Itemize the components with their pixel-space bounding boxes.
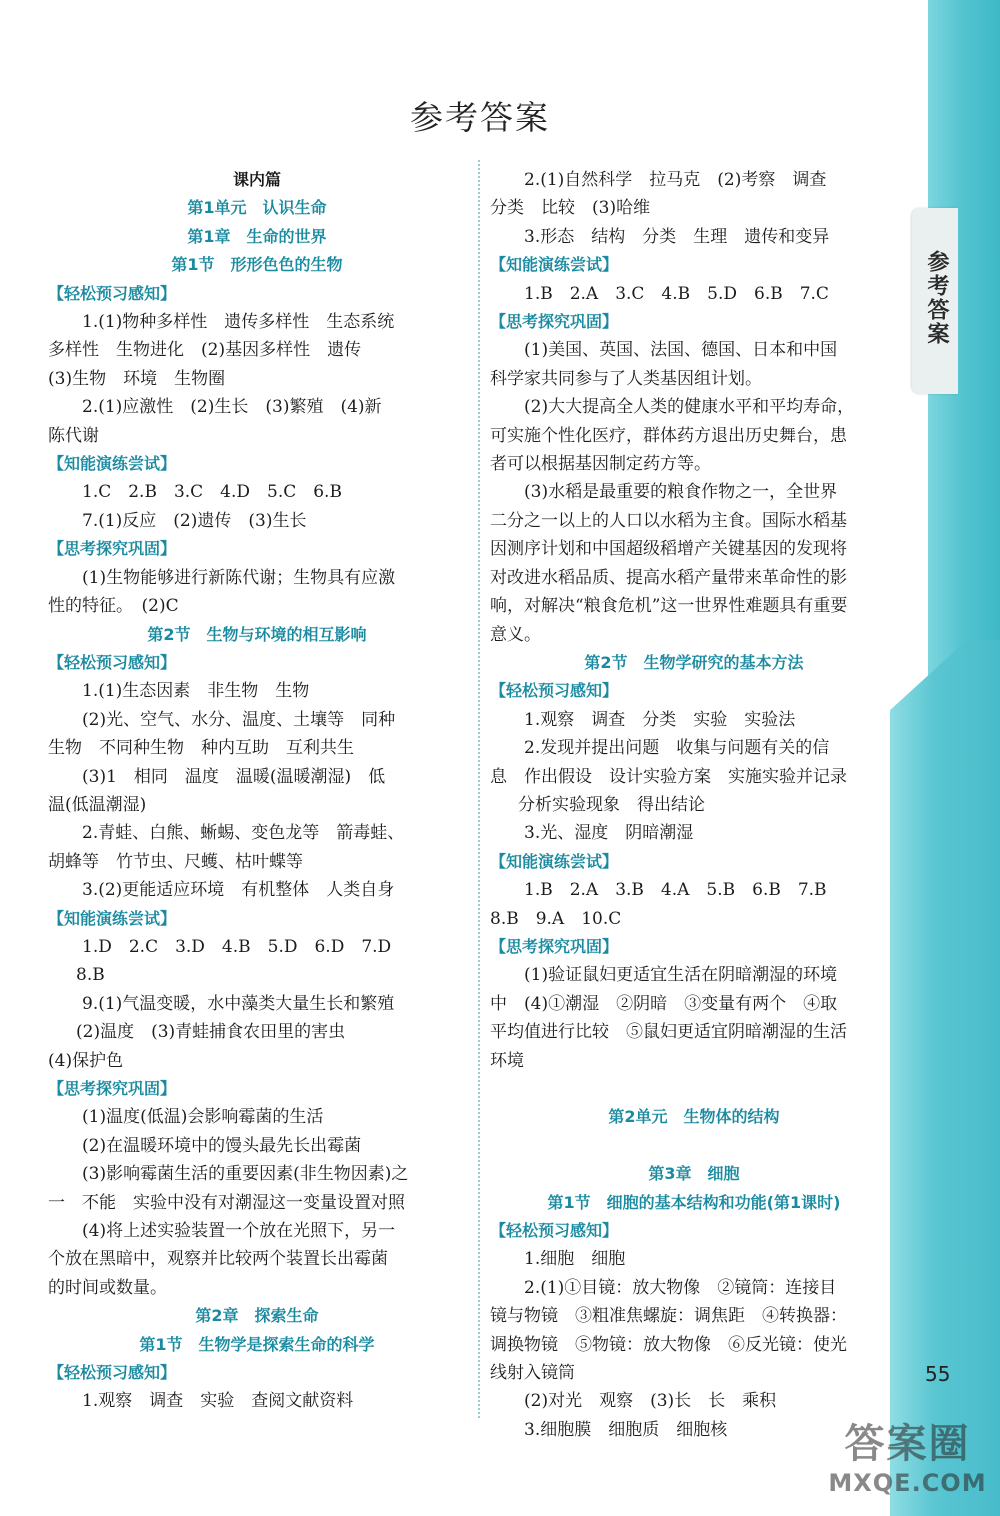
answer-line: (2)在温暖环境中的馒头最先长出霉菌 — [82, 1135, 362, 1156]
section-heading: 第2节 生物与环境的相互影响 — [147, 624, 367, 644]
answer-line: (2)温度 (3)青蛙捕食农田里的害虫 — [76, 1022, 346, 1043]
right-column — [490, 166, 898, 1444]
answer-line: 生物 不同种生物 种内互助 互利共生 — [48, 738, 354, 759]
answer-line: 线射入镜筒 — [490, 1363, 575, 1384]
answer-line: 3.光、湿度 阴暗潮湿 — [524, 823, 694, 844]
answer-line: (2)对光 观察 (3)长 长 乘积 — [524, 1391, 777, 1412]
watermark-text: 答案圈 — [844, 1421, 971, 1467]
side-tab-label: 参考答案 — [924, 250, 949, 346]
section-heading: 第1节 细胞的基本结构和功能(第1课时) — [547, 1192, 841, 1212]
answer-line: 温(低温潮湿) — [48, 794, 147, 815]
answer-line: (2)大大提高全人类的健康水平和平均寿命， — [524, 397, 855, 418]
watermark-logo — [820, 1412, 995, 1497]
answer-line: 1.(1)生态因素 非生物 生物 — [82, 681, 310, 702]
answer-line: 3.(2)更能适应环境 有机整体 人类自身 — [82, 880, 395, 901]
answer-line: (4)保护色 — [48, 1050, 124, 1071]
page-title: 参考答案 — [410, 98, 550, 137]
answer-line: 1.D 2.C 3.D 4.B 5.D 6.D 7.D — [82, 936, 392, 957]
answer-line: 一 不能 实验中没有对潮湿这一变量设置对照 — [48, 1192, 405, 1213]
answer-line: 1.观察 调查 分类 实验 实验法 — [524, 709, 796, 730]
answer-line: 的时间或数量。 — [48, 1277, 167, 1298]
answer-line: 陈代谢 — [48, 425, 99, 446]
answer-line: 响，对解决“粮食危机”这一世界性难题具有重要 — [490, 596, 848, 617]
section-tag: 【知能演练尝试】 — [48, 908, 177, 928]
answer-line: 1.观察 调查 实验 查阅文献资料 — [82, 1391, 354, 1412]
section-tag: 【知能演练尝试】 — [490, 851, 619, 871]
answer-line: 1.B 2.A 3.C 4.B 5.D 6.B 7.C — [524, 283, 829, 304]
spacer — [490, 1075, 898, 1103]
answer-line: 者可以根据基因制定药方等。 — [490, 454, 711, 475]
answer-line: 1.(1)物种多样性 遗传多样性 生态系统 — [82, 312, 395, 333]
section-tag: 【思考探究巩固】 — [490, 936, 619, 956]
answer-line: (1)生物能够进行新陈代谢；生物具有应激 — [82, 567, 396, 588]
answer-line: 2.青蛙、白熊、蜥蜴、变色龙等 箭毒蛙、 — [82, 823, 405, 844]
watermark-url: MXQE.COM — [828, 1469, 987, 1497]
spacer — [490, 1132, 898, 1160]
answer-line: 分类 比较 (3)哈维 — [490, 198, 651, 219]
section-heading: 第2章 探索生命 — [195, 1306, 319, 1326]
answer-line: 2.(1)应激性 (2)生长 (3)繁殖 (4)新 — [82, 397, 382, 418]
section-heading: 第1节 形形色色的生物 — [171, 255, 343, 275]
answer-line: (4)将上述实验装置一个放在光照下，另一 — [82, 1221, 396, 1242]
answer-line: 可实施个性化医疗，群体药方退出历史舞台，患 — [490, 425, 847, 446]
answer-line: (1)温度(低温)会影响霉菌的生活 — [82, 1107, 324, 1128]
section-tag: 【思考探究巩固】 — [490, 312, 619, 332]
section-tag: 【轻松预习感知】 — [48, 283, 177, 303]
answer-line: 分析实验现象 得出结论 — [518, 794, 705, 815]
answer-line: (3)1 相同 温度 温暖(温暖潮湿) 低 — [82, 766, 386, 787]
answer-line: 3.形态 结构 分类 生理 遗传和变异 — [524, 226, 830, 247]
section-tag: 【思考探究巩固】 — [48, 539, 177, 559]
answer-line: (1)验证鼠妇更适宜生活在阴暗潮湿的环境 — [524, 965, 838, 986]
section-tag: 【轻松预习感知】 — [490, 1221, 619, 1241]
section-tag: 【知能演练尝试】 — [48, 454, 177, 474]
answer-line: 科学家共同参与了人类基因组计划。 — [490, 368, 762, 389]
answer-line: 8.B — [76, 965, 105, 986]
section-heading: 第1节 生物学是探索生命的科学 — [139, 1334, 375, 1354]
answer-line: 二分之一以上的人口以水稻为主食。国际水稻基 — [490, 510, 847, 531]
answer-line: 中 (4)①潮湿 ②阴暗 ③变量有两个 ④取 — [490, 993, 838, 1014]
answer-line: (3)影响霉菌生活的重要因素(非生物因素)之 — [82, 1164, 409, 1185]
section-tag: 【轻松预习感知】 — [48, 1363, 177, 1383]
answer-line: 9.(1)气温变暖，水中藻类大量生长和繁殖 — [82, 993, 395, 1014]
answer-line: 对改进水稻品质、提高水稻产量带来革命性的影 — [490, 567, 847, 588]
answer-line: (3)生物 环境 生物圈 — [48, 368, 226, 389]
section-tag: 【知能演练尝试】 — [490, 255, 619, 275]
section-heading: 课内篇 — [232, 170, 281, 189]
answer-line: 意义。 — [490, 624, 541, 645]
answer-line: (2)光、空气、水分、温度、土壤等 同种 — [82, 709, 396, 730]
answer-line: 因测序计划和中国超级稻增产关键基因的发现将 — [490, 539, 847, 560]
answer-line: 2.(1)自然科学 拉马克 (2)考察 调查 — [524, 170, 827, 190]
left-column — [48, 166, 466, 1416]
answer-line: 环境 — [490, 1050, 524, 1071]
section-tag: 【轻松预习感知】 — [48, 652, 177, 672]
section-tag: 【思考探究巩固】 — [48, 1079, 177, 1098]
answer-line: 1.细胞 细胞 — [524, 1249, 626, 1270]
answer-line: 平均值进行比较 ⑤鼠妇更适宜阴暗潮湿的生活 — [490, 1022, 847, 1043]
answer-line: 1.C 2.B 3.C 4.D 5.C 6.B — [82, 482, 342, 503]
section-heading: 第2节 生物学研究的基本方法 — [584, 652, 804, 672]
section-heading: 第1章 生命的世界 — [187, 226, 327, 246]
answer-line: 镜与物镜 ③粗准焦螺旋：调焦距 ④转换器： — [490, 1306, 847, 1327]
answer-line: 7.(1)反应 (2)遗传 (3)生长 — [82, 510, 307, 531]
section-tag: 【轻松预习感知】 — [490, 681, 619, 701]
answer-line: 2.(1)①目镜：放大物像 ②镜筒：连接目 — [524, 1277, 837, 1298]
answer-line: 8.B 9.A 10.C — [490, 908, 622, 929]
answer-line: 性的特征。 (2)C — [48, 596, 179, 617]
section-heading: 第1单元 认识生命 — [187, 198, 327, 218]
answer-line: (1)美国、英国、法国、德国、日本和中国 — [524, 340, 838, 361]
answer-line: 多样性 生物进化 (2)基因多样性 遗传 — [48, 340, 362, 361]
answer-line: 调换物镜 ⑤物镜：放大物像 ⑥反光镜：使光 — [490, 1334, 847, 1355]
answer-line: 个放在黑暗中，观察并比较两个装置长出霉菌 — [48, 1249, 388, 1270]
answer-line: 胡蜂等 竹节虫、尺蠖、枯叶蝶等 — [48, 851, 303, 872]
page-number: 55 — [925, 1362, 951, 1386]
answer-line: 3.细胞膜 细胞质 细胞核 — [524, 1419, 728, 1440]
answer-line: 1.B 2.A 3.B 4.A 5.B 6.B 7.B — [524, 880, 827, 901]
answer-line: 息 作出假设 设计实验方案 实施实验并记录 — [490, 766, 847, 787]
section-heading: 第3章 细胞 — [648, 1164, 740, 1184]
column-divider — [478, 160, 480, 1418]
section-heading: 第2单元 生物体的结构 — [608, 1107, 780, 1127]
answer-line: (3)水稻是最重要的粮食作物之一，全世界 — [524, 482, 838, 503]
answer-line: 2.发现并提出问题 收集与问题有关的信 — [524, 738, 830, 759]
